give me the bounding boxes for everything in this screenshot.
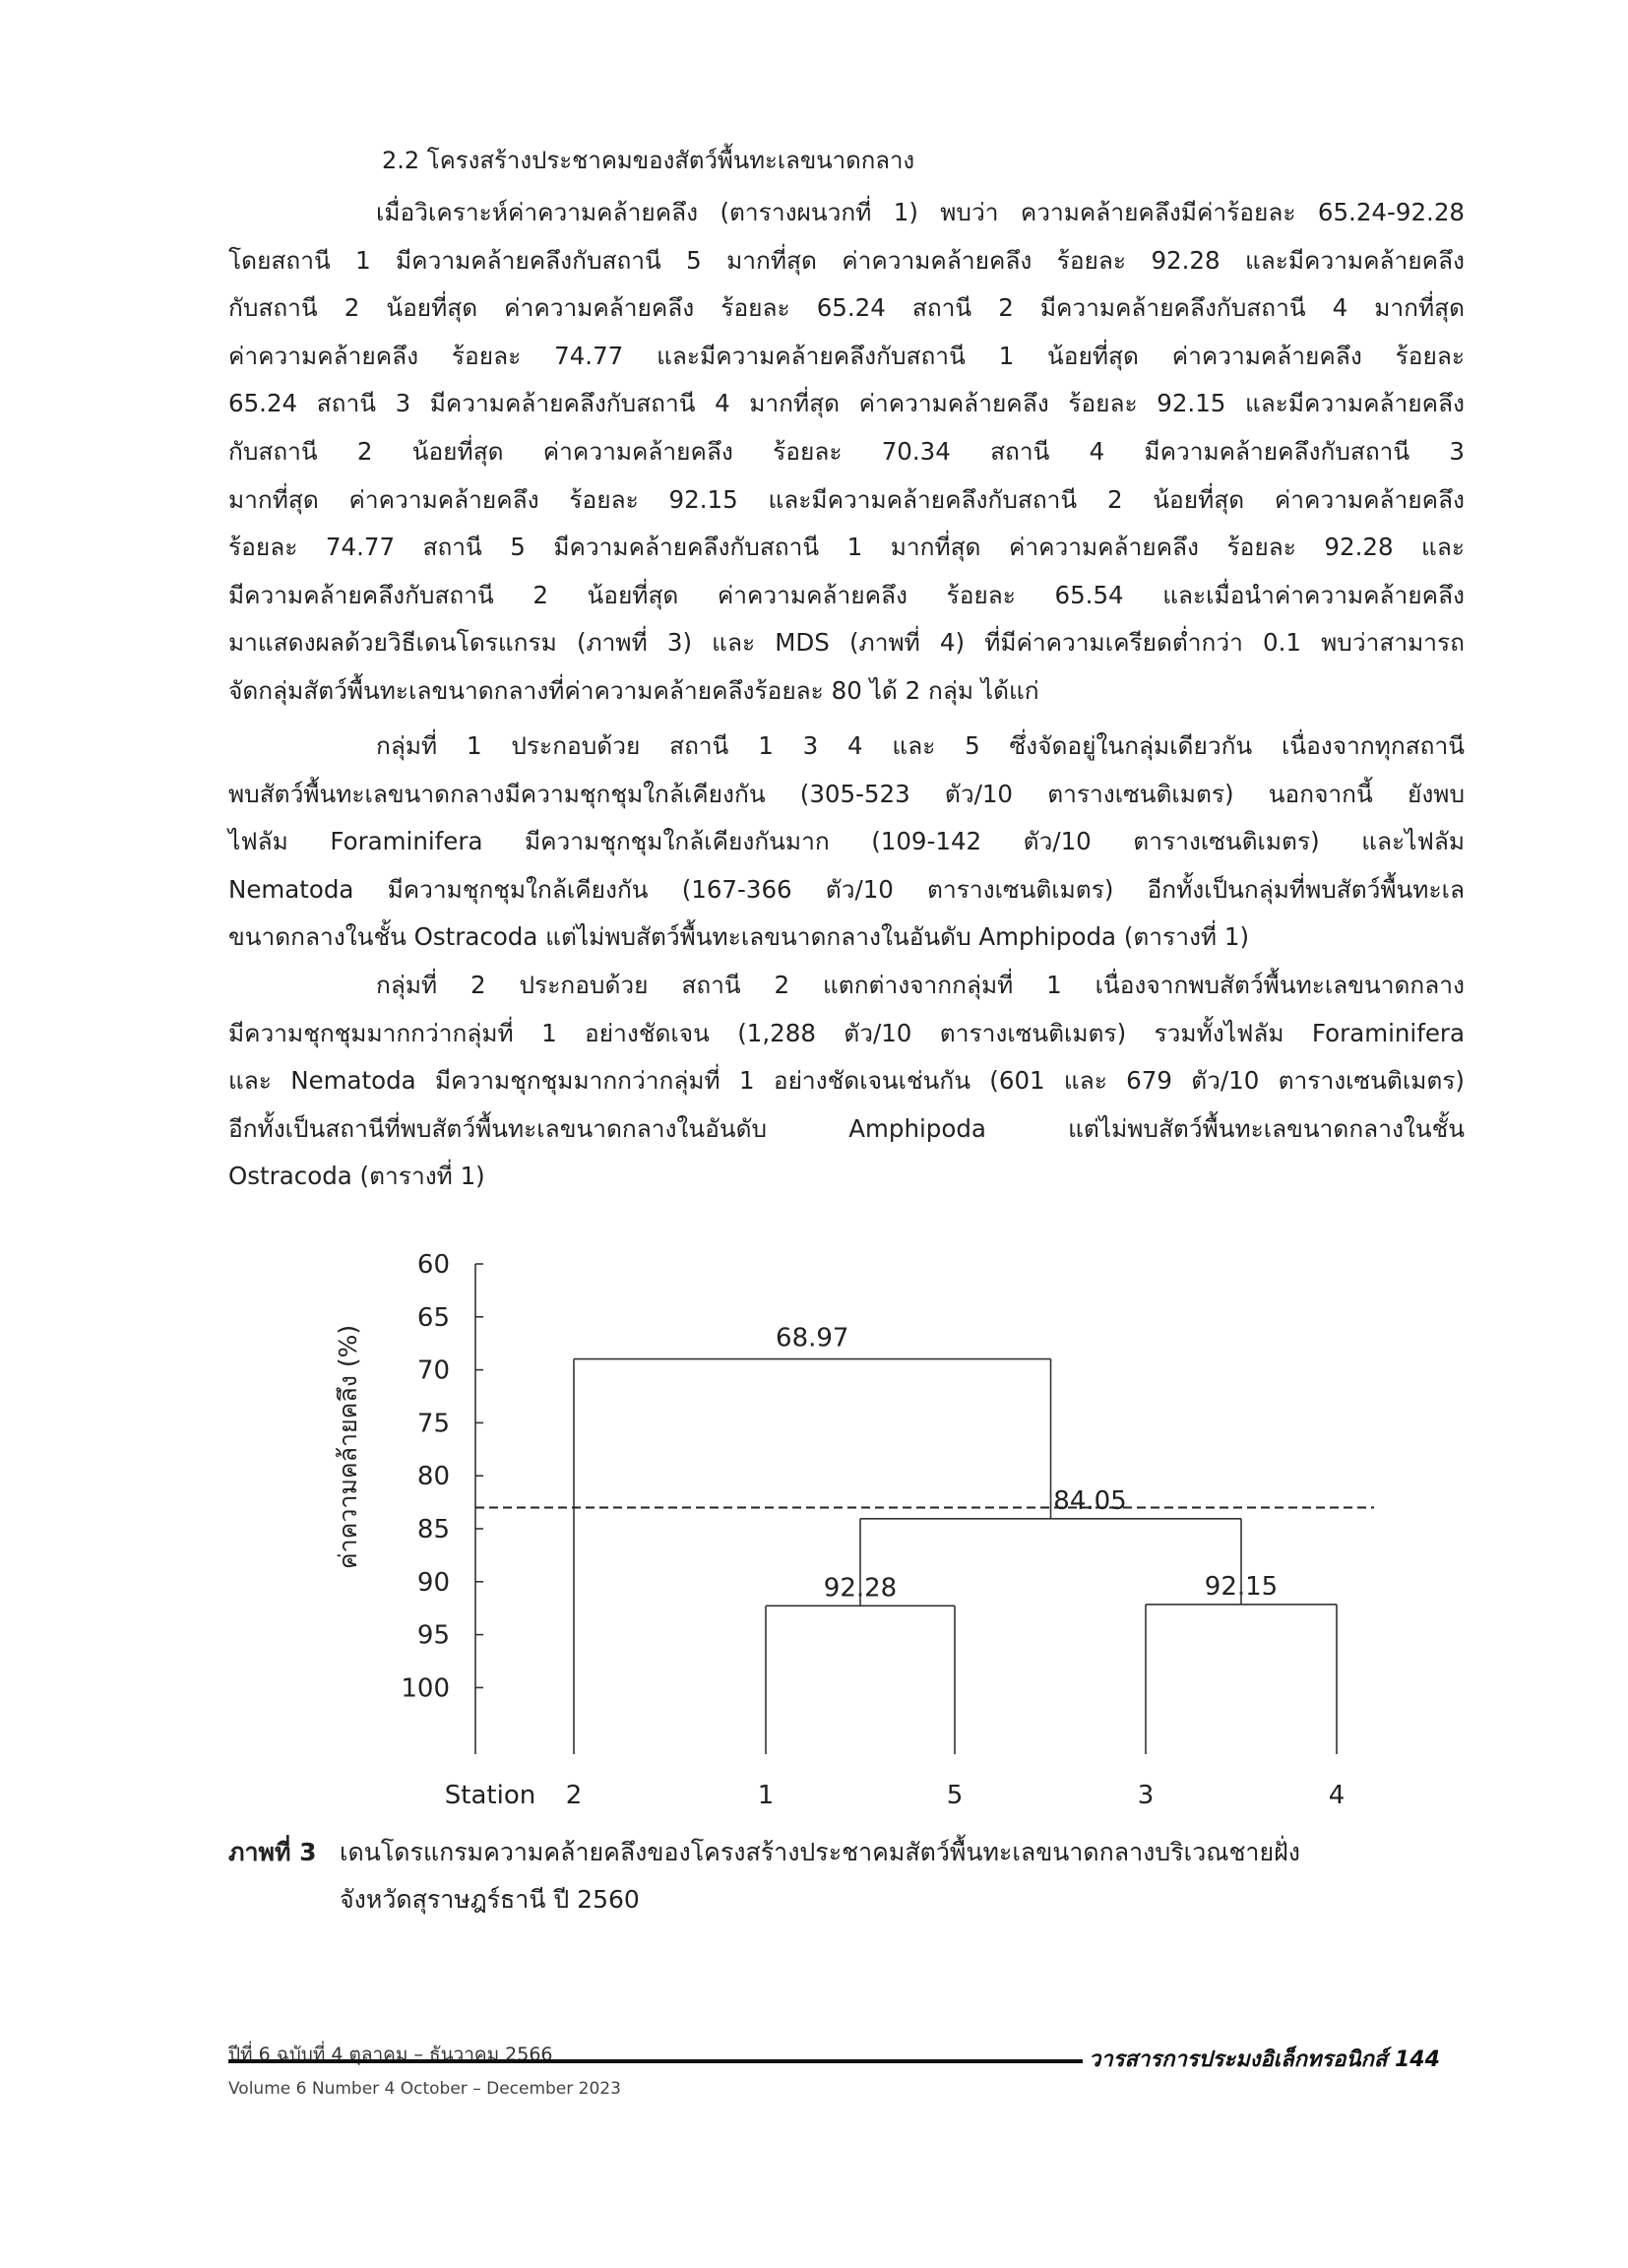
y-tick-label: 100 [401,1673,450,1704]
paragraph-line: กลุ่มที่ 2 ประกอบด้วย สถานี 2 แตกต่างจากกลุ่มที่ 1 เนื่องจากพบสัตว์พื้นทะเลขนาดกลาง [376,971,1465,999]
paragraph-line: Ostracoda (ตารางที่ 1) [228,1162,485,1191]
paragraph-line: ร้อยละ 74.77 สถานี 5 มีความคล้ายคลึงกับสถานี 1 มากที่สุด ค่าความคล้ายคลึง ร้อยละ 92.28 และ [228,533,1465,562]
paragraph-line: พบสัตว์พื้นทะเลขนาดกลางมีความชุกชุมใกล้เคียงกัน (305-523 ตัว/10 ตารางเซนติเมตร) นอกจากนี้ ยังพบ [228,779,1465,808]
paragraph-line: มาแสดงผลด้วยวิธีเดนโดรแกรม (ภาพที่ 3) และ MDS (ภาพที่ 4) ที่มีค่าความเครียดต่ำกว่า 0.1 พบว่าสามารถ [228,628,1465,658]
station-label: 2 [565,1781,583,1810]
paragraph-line: กับสถานี 2 น้อยที่สุด ค่าความคล้ายคลึง ร้อยละ 70.34 สถานี 4 มีความคล้ายคลึงกับสถานี 3 [228,436,1465,466]
footer-volume: Volume 6 Number 4 October – December 2023 [228,2079,621,2099]
merge-label: 84.05 [1053,1485,1127,1516]
footer-journal [1089,2042,1440,2076]
paragraph-line: 65.24 สถานี 3 มีความคล้ายคลึงกับสถานี 4 มากที่สุด ค่าความคล้ายคลึง ร้อยละ 92.15 และมีความคล้ายคลึง [228,389,1465,418]
paragraph-line: กับสถานี 2 น้อยที่สุด ค่าความคล้ายคลึง ร้อยละ 65.24 สถานี 2 มีความคล้ายคลึงกับสถานี 4 มากที่สุด [228,293,1465,323]
y-axis-title: ค่าความคล้ายคลึง (%) [334,1324,362,1570]
paragraph-line: ขนาดกลางในชั้น Ostracoda แต่ไม่พบสัตว์พื้นทะเลขนาดกลางในอันดับ Amphipoda (ตารางที่ 1) [228,922,1250,952]
paragraph-line: เมื่อวิเคราะห์ค่าความคล้ายคลึง (ตารางผนวกที่ 1) พบว่า ความคล้ายคลึงมีค่าร้อยละ 65.24-92.28 [376,198,1465,226]
paragraph-line: มีความชุกชุมมากกว่ากลุ่มที่ 1 อย่างชัดเจน (1,288 ตัว/10 ตารางเซนติเมตร) รวมทั้งไฟลัม Foraminifera [228,1018,1465,1047]
journal-name: วารสารการประมงอิเล็กทรอนิกส์ [1089,2048,1388,2072]
y-tick-label: 65 [416,1302,450,1333]
y-tick-label: 80 [416,1462,450,1492]
paragraph-line: กลุ่มที่ 1 ประกอบด้วย สถานี 1 3 4 และ 5 ซึ่งจัดอยู่ในกลุ่มเดียวกัน เนื่องจากทุกสถานี [376,731,1465,760]
merge-label: 92.28 [823,1573,898,1604]
station-label: 3 [1137,1781,1155,1810]
paragraph-line: และ Nematoda มีความชุกชุมมากกว่ากลุ่มที่ 1 อย่างชัดเจนเช่นกัน (601 และ 679 ตัว/10 ตารางเซนติเมตร) [228,1066,1465,1096]
station-label: 1 [757,1781,775,1810]
station-label: 4 [1328,1781,1346,1810]
caption-label: ภาพที่ 3 [228,1838,317,1866]
station-label: 5 [946,1781,964,1810]
figure-caption [228,1829,1465,1923]
page-number: 144 [1394,2048,1440,2072]
y-tick-label: 90 [416,1567,450,1598]
paragraph-line: ไฟลัม Foraminifera มีความชุกชุมใกล้เคียงกันมาก (109-142 ตัว/10 ตารางเซนติเมตร) และไฟลัม [228,827,1465,856]
caption-line-2: จังหวัดสุราษฎร์ธานี ปี 2560 [340,1885,640,1914]
footer-rule [228,2059,1083,2063]
y-tick-label: 60 [416,1250,450,1280]
paragraph-line: มีความคล้ายคลึงกับสถานี 2 น้อยที่สุด ค่าความคล้ายคลึง ร้อยละ 65.54 และเมื่อนำค่าความคล้ายคลึง [228,580,1465,609]
y-tick-label: 95 [416,1620,450,1651]
paragraph-line: มากที่สุด ค่าความคล้ายคลึง ร้อยละ 92.15 และมีความคล้ายคลึงกับสถานี 2 น้อยที่สุด ค่าความคล้ายคลึง [228,484,1465,514]
y-tick-label: 85 [416,1515,450,1544]
y-tick-label: 75 [416,1409,450,1439]
footer-issue: ปีที่ 6 ฉบับที่ 4 ตุลาคม – ธันวาคม 2566 [228,2044,553,2065]
merge-label: 68.97 [776,1323,849,1354]
y-tick-label: 70 [416,1355,450,1386]
paragraph-line: โดยสถานี 1 มีความคล้ายคลึงกับสถานี 5 มากที่สุด ค่าความคล้ายคลึง ร้อยละ 92.28 และมีความคล้ายคลึง [228,245,1465,275]
x-axis-title: Station [444,1781,536,1810]
paragraph-line: จัดกลุ่มสัตว์พื้นทะเลขนาดกลางที่ค่าความคล้ายคลึงร้อยละ 80 ได้ 2 กลุ่ม ได้แก่ [228,675,1039,705]
section-title: 2.2 โครงสร้างประชาคมของสัตว์พื้นทะเลขนาดกลาง [382,147,915,174]
merge-label: 92.15 [1204,1571,1279,1602]
paragraph-line: ค่าความคล้ายคลึง ร้อยละ 74.77 และมีความคล้ายคลึงกับสถานี 1 น้อยที่สุด ค่าความคล้ายคลึง ร้อยละ [228,341,1465,370]
paragraph-line: อีกทั้งเป็นสถานีที่พบสัตว์พื้นทะเลขนาดกลางในอันดับ Amphipoda แต่ไม่พบสัตว์พื้นทะเลขนาดกลางในชั้น [228,1113,1465,1143]
caption-line-1: เดนโดรแกรมความคล้ายคลึงของโครงสร้างประชาคมสัตว์พื้นทะเลขนาดกลางบริเวณชายฝั่ง [340,1838,1300,1866]
paragraph-line: Nematoda มีความชุกชุมใกล้เคียงกัน (167-366 ตัว/10 ตารางเซนติเมตร) อีกทั้งเป็นกลุ่มที่พบสัตว์พื้นทะเล [228,874,1465,904]
